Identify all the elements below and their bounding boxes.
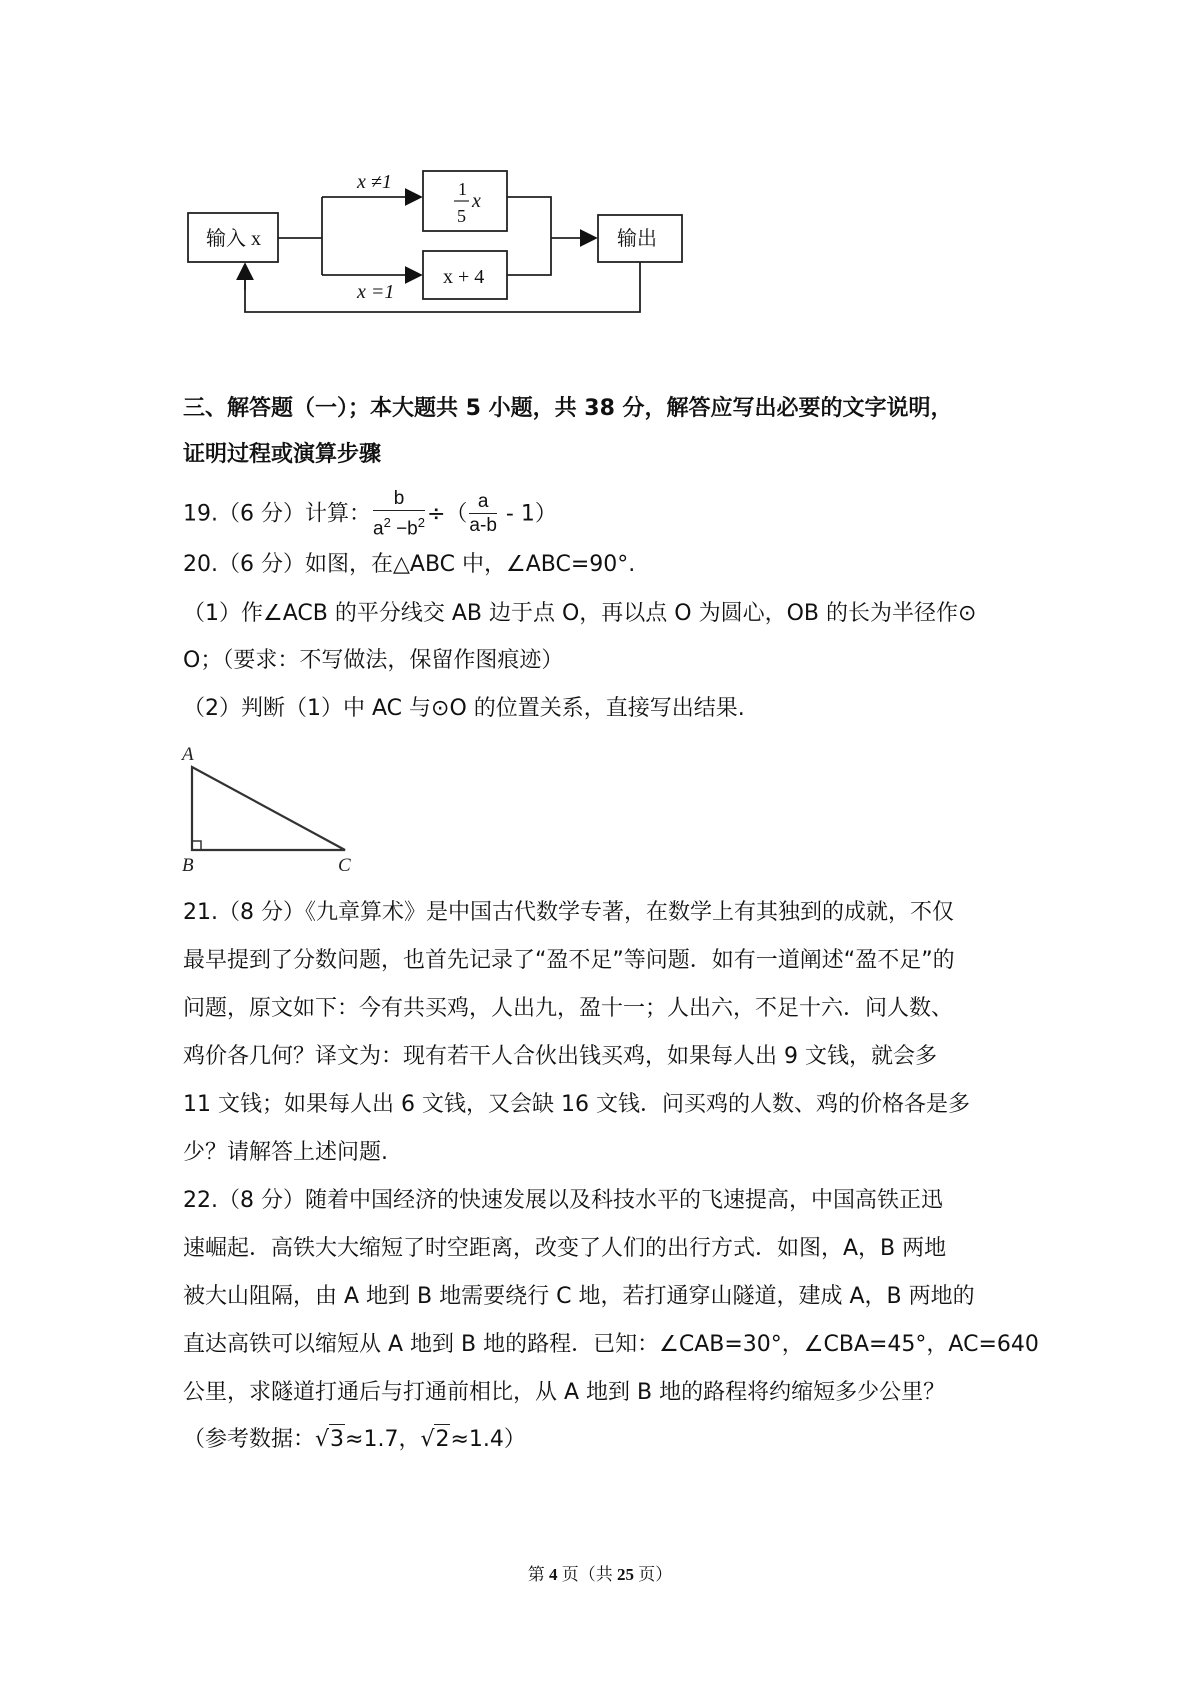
q19-prefix: 19.（6 分）计算： bbox=[183, 501, 371, 527]
q21-line: 鸡价各几何？译文为：现有若干人合伙出钱买鸡，如果每人出 9 文钱，就会多 bbox=[183, 1044, 937, 1069]
q20-line: O；（要求：不写做法，保留作图痕迹） bbox=[183, 648, 564, 673]
page-total: 25 bbox=[617, 1565, 634, 1584]
q22-line: 直达高铁可以缩短从 A 地到 B 地的路程．已知：∠CAB=30°，∠CBA=45°，AC=640 bbox=[183, 1332, 1039, 1357]
q21-line: 最早提到了分数问题，也首先记录了“盈不足”等问题．如有一道阐述“盈不足”的 bbox=[183, 948, 955, 973]
vertex-c-label: C bbox=[338, 855, 351, 876]
page-footer: 第 4 页（共 25 页） bbox=[527, 1565, 673, 1584]
q22-line: 公里，求隧道打通后与打通前相比，从 A 地到 B 地的路程将约缩短多少公里？ bbox=[183, 1380, 946, 1405]
q21-line: 少？请解答上述问题. bbox=[183, 1140, 388, 1165]
q20-line: （1）作∠ACB 的平分线交 AB 边于点 O，再以点 O 为圆心，OB 的长为半径作⊙ bbox=[183, 601, 977, 626]
output-label: 输出 bbox=[617, 228, 657, 250]
fraction-1: $\frac{b}{a^2 -b^2}$ bbox=[372, 488, 425, 540]
section-heading-line2: 证明过程或演算步骤 bbox=[183, 442, 382, 467]
q21-line: 问题，原文如下：今有共买鸡，人出九，盈十一；人出六，不足十六．问人数、 bbox=[183, 996, 954, 1021]
q21-line: 11 文钱；如果每人出 6 文钱，又会缺 16 文钱．问买鸡的人数、鸡的价格各是多 bbox=[183, 1092, 970, 1117]
fraction-denominator: 5 bbox=[457, 206, 466, 226]
section-heading-line1: 三、解答题（一）；本大题共 5 小题，共 38 分，解答应写出必要的文字说明， bbox=[183, 396, 953, 421]
q20-line: （2）判断（1）中 AC 与⊙O 的位置关系，直接写出结果. bbox=[183, 696, 745, 721]
input-label: 输入 x bbox=[206, 228, 261, 250]
branch-top-label: x ≠1 bbox=[357, 171, 392, 193]
q22-line: 22.（8 分）随着中国经济的快速发展以及科技水平的飞速提高，中国高铁正迅 bbox=[183, 1188, 943, 1213]
q22-line: 速崛起．高铁大大缩短了时空距离，改变了人们的出行方式．如图，A，B 两地 bbox=[183, 1236, 947, 1261]
q20-line: 20.（6 分）如图，在△ABC 中，∠ABC=90°. bbox=[183, 552, 636, 577]
fraction-2: $\frac{a}{a-b}$ bbox=[469, 491, 497, 537]
flowchart-diagram bbox=[0, 0, 760, 340]
triangle-figure bbox=[170, 735, 370, 880]
fraction-variable: x bbox=[472, 190, 481, 212]
vertex-a-label: A bbox=[182, 744, 194, 765]
fraction-numerator: 1 bbox=[458, 179, 467, 199]
q21-line: 21.（8 分）《九章算术》是中国古代数学专著，在数学上有其独到的成就，不仅 bbox=[183, 900, 954, 925]
page-number: 4 bbox=[549, 1565, 558, 1584]
q19: 19.（6 分）计算： $\frac{b}{a^2 -b^2}$ ÷（ $\frac{a}{a-b}$ - 1） bbox=[183, 488, 557, 540]
branch-bottom-label: x =1 bbox=[357, 281, 395, 303]
q22-line: 被大山阻隔，由 A 地到 B 地需要绕行 C 地，若打通穿山隧道，建成 A，B 两地的 bbox=[183, 1284, 975, 1309]
connector-lines bbox=[245, 197, 640, 312]
q22-reference-data: （参考数据：√3≈1.7，√2≈1.4） bbox=[183, 1424, 526, 1455]
plus-four-label: x + 4 bbox=[443, 266, 485, 288]
vertex-b-label: B bbox=[182, 855, 194, 876]
